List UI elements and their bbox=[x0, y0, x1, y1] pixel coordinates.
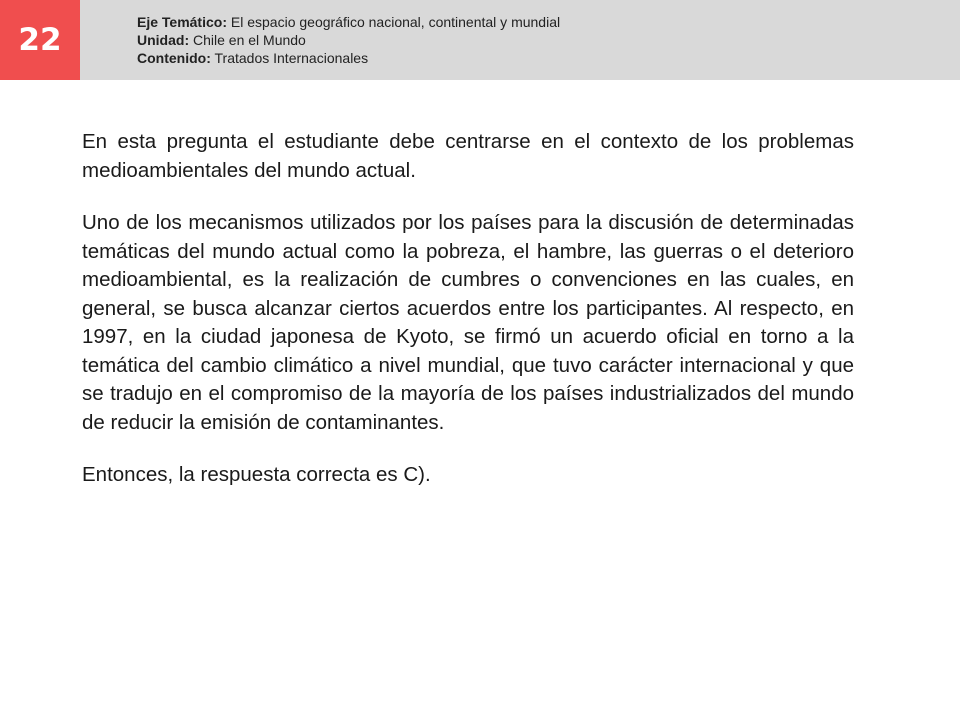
unidad-value: Chile en el Mundo bbox=[193, 32, 306, 48]
paragraph-intro: En esta pregunta el estudiante debe centrarse en el contexto de los problemas medioambientales del mundo actual. bbox=[82, 130, 854, 182]
main-content bbox=[82, 128, 854, 514]
eje-tematico-label: Eje Temático: bbox=[137, 14, 227, 30]
unidad-label: Unidad: bbox=[137, 32, 190, 48]
contenido-value: Tratados Internacionales bbox=[214, 50, 369, 66]
contenido-label: Contenido: bbox=[137, 50, 211, 66]
contenido-line bbox=[137, 49, 560, 67]
question-number-badge bbox=[0, 0, 80, 80]
header-bar bbox=[0, 0, 960, 80]
unidad-line bbox=[137, 31, 560, 49]
paragraph-answer: Entonces, la respuesta correcta es C). bbox=[82, 463, 431, 486]
eje-tematico-value: El espacio geográfico nacional, continental y mundial bbox=[230, 14, 561, 30]
header-info bbox=[137, 13, 560, 67]
question-number: 22 bbox=[18, 22, 62, 58]
paragraph-explanation: Uno de los mecanismos utilizados por los países para la discusión de determinadas temáticas del mundo actual como la pobreza, el hambre, las guerras o el deterioro medioambiental, es la realización de cumbres o convenciones en las cuales, en general, se busca alcanzar ciertos acuerdos entre los participantes. Al respecto, en 1997, en la ciudad japonesa de Kyoto, se firmó un acuerdo oficial en torno a la temática del cambio climático a nivel mundial, que tuvo carácter internacional y que se tradujo en el compromiso de la mayoría de los países industrializados del mundo de reducir la emisión de contaminantes. bbox=[82, 211, 854, 434]
eje-tematico-line bbox=[137, 13, 560, 31]
